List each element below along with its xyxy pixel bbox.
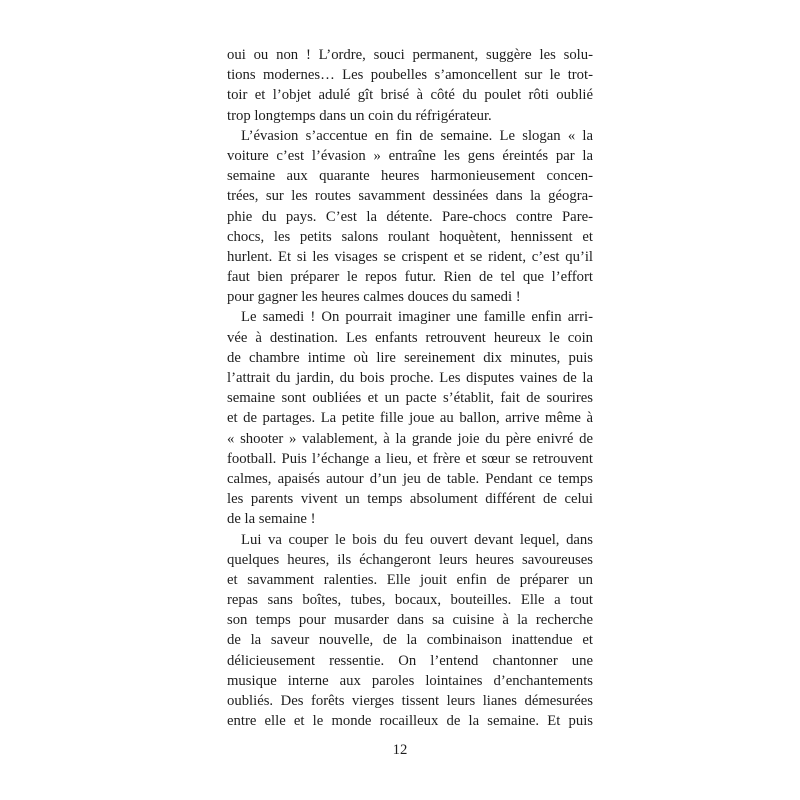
text-line: toir et l’objet adulé gît brisé à côté du poulet rôti oublié: [227, 87, 593, 104]
text-line: l’attrait du jardin, du bois proche. Les disputes vaines de la: [227, 370, 593, 386]
text-line: quelques heures, ils échangeront leurs heures savoureuses: [227, 551, 593, 568]
text-line: faut bien préparer le repos futur. Rien de tel que l’effort: [227, 269, 593, 286]
text-line: repas sans boîtes, tubes, bocaux, bouteilles. Elle a tout: [227, 592, 593, 609]
text-line: vée à destination. Les enfants retrouvent heureux le coin: [227, 329, 593, 346]
text-line: Lui va couper le bois du feu ouvert devant lequel, dans: [241, 531, 593, 548]
page-number: 12: [392, 742, 408, 758]
text-line: de la saveur nouvelle, de la combinaison inattendue et: [227, 632, 593, 649]
text-line: « shooter » valablement, à la grande joie du père enivré de: [227, 430, 593, 447]
text-line: les parents vivent un temps absolument différent de celui: [227, 491, 593, 508]
text-line: hurlent. Et si les visages se crispent et se rident, c’est qu’il: [227, 248, 593, 265]
body-text: [227, 45, 593, 731]
text-line: semaine aux quarante heures harmonieusement concen-: [227, 168, 593, 185]
text-line: semaine sont oubliées et un pacte s’établit, fait de sourires: [227, 390, 593, 407]
text-line: musique interne aux paroles lointaines d’enchantements: [227, 672, 593, 689]
text-line: chocs, les petits salons roulant hoquètent, hennissent et: [227, 228, 593, 245]
text-line: Le samedi ! On pourrait imaginer une famille enfin arri-: [241, 309, 593, 326]
text-line: voiture c’est l’évasion » entraîne les gens éreintés par la: [227, 147, 593, 164]
text-line: trop longtemps dans un coin du réfrigérateur.: [227, 107, 492, 124]
text-line: de la semaine !: [227, 511, 316, 528]
text-line: de chambre intime où lire sereinement dix minutes, puis: [227, 349, 593, 366]
text-line: tions modernes… Les poubelles s’amoncellent sur le trot-: [227, 67, 593, 84]
text-line: calmes, apaisés autour d’un jeu de table. Pendant ce temps: [227, 470, 593, 487]
text-line: son temps pour musarder dans sa cuisine à la recherche: [227, 612, 593, 629]
text-line: pour gagner les heures calmes douces du samedi !: [227, 289, 521, 306]
text-line: phie du pays. C’est la détente. Pare-chocs contre Pare-: [227, 208, 593, 225]
text-line: oubliés. Des forêts vierges tissent leurs lianes démesurées: [227, 693, 593, 709]
text-line: L’évasion s’accentue en fin de semaine. Le slogan « la: [241, 127, 593, 144]
text-line: football. Puis l’échange a lieu, et frère et sœur se retrouvent: [227, 450, 593, 467]
text-line: et savamment ralenties. Elle jouit enfin de préparer un: [227, 571, 593, 588]
text-line: oui ou non ! L’ordre, souci permanent, suggère les solu-: [227, 47, 593, 63]
text-line: trées, sur les routes savamment dessinées dans la géogra-: [227, 188, 593, 205]
text-line: et de partages. La petite fille joue au ballon, arrive même à: [227, 410, 593, 427]
text-line: délicieusement ressentie. On l’entend chantonner une: [227, 652, 593, 669]
text-line: entre elle et le monde rocailleux de la semaine. Et puis: [227, 713, 593, 730]
